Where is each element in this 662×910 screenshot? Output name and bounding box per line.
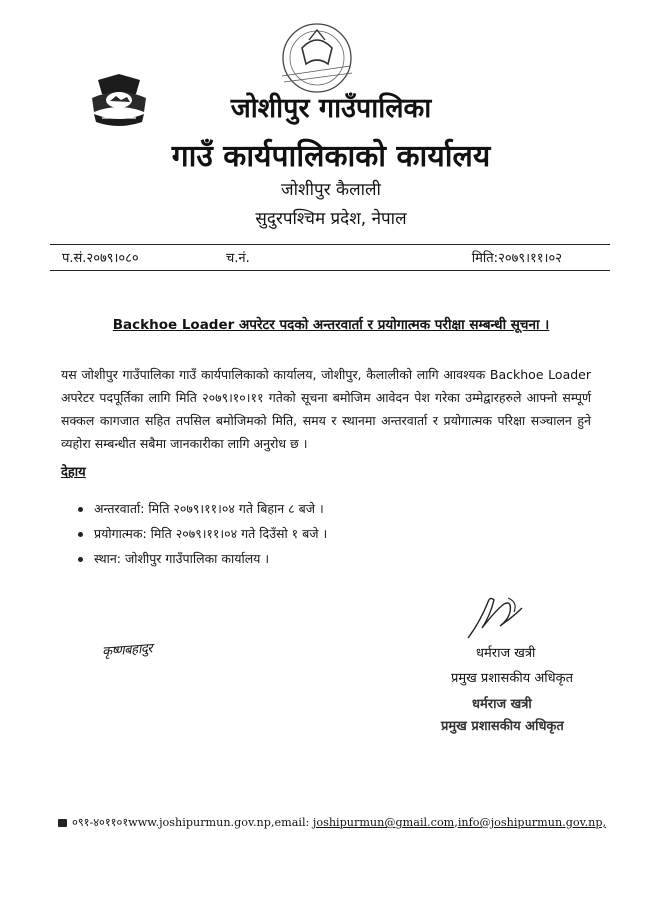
office-seal-icon — [262, 18, 372, 98]
stamp-name: धर्मराज खत्री — [472, 697, 532, 712]
address-province: सुदुरपश्चिम प्रदेश, नेपाल — [255, 209, 407, 229]
header-rule-top — [50, 244, 610, 245]
email-link-gmail[interactable]: joshipurmun@gmail.com — [312, 816, 455, 829]
signatory-title: प्रमुख प्रशासकीय अधिकृत — [451, 671, 574, 686]
office-name: गाउँ कार्यपालिकाको कार्यालय — [171, 139, 491, 174]
phone-icon — [58, 819, 67, 827]
bullet-icon — [78, 532, 83, 537]
bullet-icon — [78, 507, 83, 512]
address-district: जोशीपुर कैलाली — [281, 180, 381, 200]
interview-detail: अन्तरवार्ता: मिति २०७९।११।०४ गते बिहान ८ बजे । — [94, 501, 324, 516]
venue-detail: स्थान: जोशीपुर गाउँपालिका कार्यालय । — [94, 551, 270, 566]
list-item — [78, 496, 327, 521]
notice-body: यस जोशीपुर गाउँपालिका गाउँ कार्यपालिकाको कार्यालय, जोशीपुर, कैलालीको लागि आवश्यक Backhoe Loader अपरेटर पदपूर्तिका लागि मिति २०७९।१०।११ गतेको सूचना बमोजिम आवेदन पेश गरेका उम्मेद्वारहरुले आफ्नो सम्पूर्ण सक्कल कागजात सहित तपसिल बमोजिमको मिति, समय र स्थानमा अन्तरवार्ता र प्रयोगात्मक परिक्षा सञ्चालन हुने व्यहोरा सम्बन्धीत सबैमा जानकारीका लागि अनुरोध छ । — [61, 367, 591, 451]
footer-separator: , — [454, 816, 458, 829]
signatory-name: धर्मराज खत्री — [476, 646, 536, 661]
details-list — [78, 496, 327, 571]
letter-date: मिति:२०७९।११।०२ — [471, 251, 562, 266]
practical-detail: प्रयोगात्मक: मिति २०७९।११।०४ गते दिउँसो १ बजे । — [94, 526, 328, 541]
signature-icon — [460, 592, 530, 642]
email-link-official[interactable]: info@joshipurmun.gov.np, — [457, 816, 607, 829]
bullet-icon — [78, 557, 83, 562]
notice-subject: Backhoe Loader अपरेटर पदको अन्तरवार्ता र प्रयोगात्मक परीक्षा सम्बन्धी सूचना । — [112, 317, 550, 333]
stamp-title: प्रमुख प्रशासकीय अधिकृत — [441, 719, 564, 734]
municipality-name: जोशीपुर गाउँपालिका — [230, 93, 432, 124]
header-rule-bottom — [50, 270, 610, 271]
footer-contact — [58, 815, 606, 830]
footer-phone-web: ०९१-४०११०१www.joshipurmun.gov.np,email: — [72, 816, 313, 829]
handwritten-note: कृष्णबहादुर — [101, 641, 153, 660]
details-heading: देहाय — [61, 465, 86, 480]
list-item — [78, 521, 327, 546]
dispatch-number: च.नं. — [226, 251, 250, 266]
letter-number: प.सं.२०७९।०८० — [62, 251, 139, 266]
list-item — [78, 546, 327, 571]
